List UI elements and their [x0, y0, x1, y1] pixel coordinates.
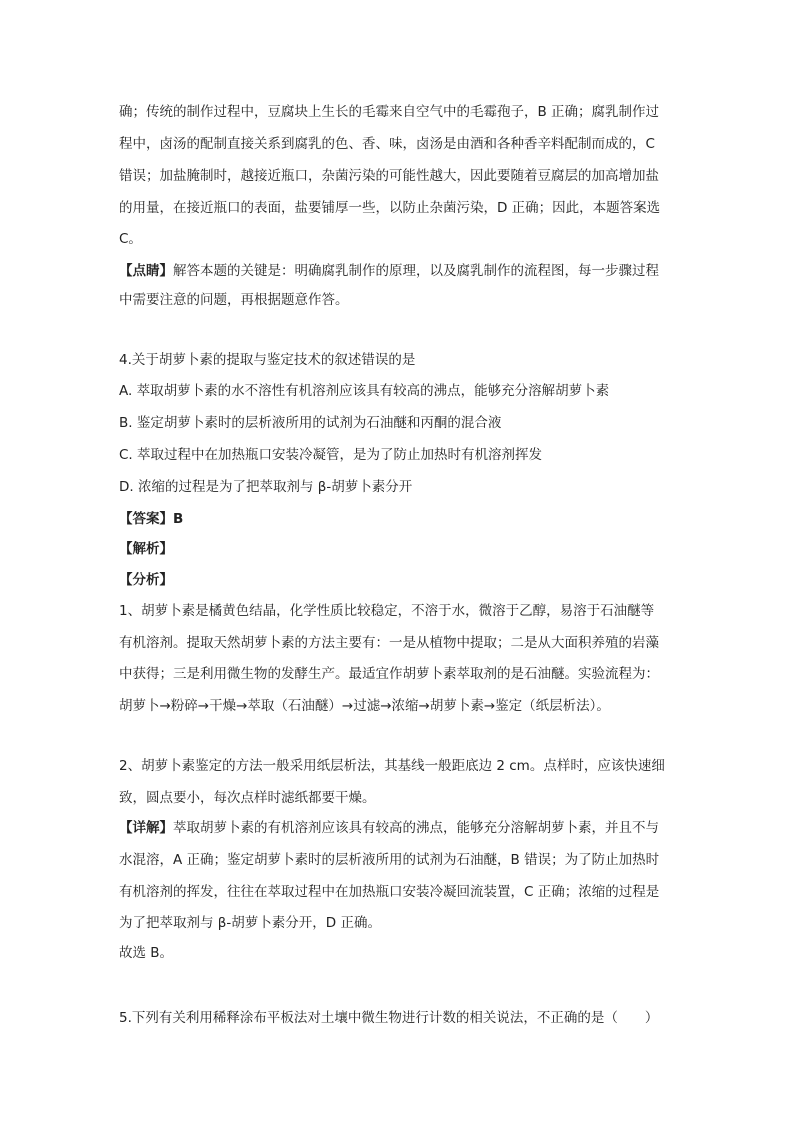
option-d: D. 浓缩的过程是为了把萃取剂与 β-胡萝卜素分开 — [119, 479, 413, 495]
fenxi-heading: 【分析】 — [119, 572, 173, 588]
option-b: B. 鉴定胡萝卜素时的层析液所用的试剂为石油醚和丙酮的混合液 — [119, 415, 502, 431]
para-line: 确；传统的制作过程中，豆腐块上生长的毛霉来自空气中的毛霉孢子，B 正确；腐乳制作过 — [119, 104, 660, 120]
question-5-stem: 5.下列有关利用稀释涂布平板法对土壤中微生物进行计数的相关说法，不正确的是（ ） — [119, 1010, 659, 1026]
analysis-line: 胡萝卜→粉碎→干燥→萃取（石油醚）→过滤→浓缩→胡萝卜素→鉴定（纸层析法）。 — [119, 698, 610, 714]
detail-text: 萃取胡萝卜素的有机溶剂应该具有较高的沸点，能够充分溶解胡萝卜素，并且不与 — [173, 820, 659, 836]
analysis-line: 1、胡萝卜素是橘黄色结晶，化学性质比较稳定，不溶于水，微溶于乙醇，易溶于石油醚等 — [119, 603, 655, 619]
analysis-line: 致，圆点要小，每次点样时滤纸都要干燥。 — [119, 790, 376, 806]
jiexi-heading: 【解析】 — [119, 541, 173, 557]
question-4-stem: 4.关于胡萝卜素的提取与鉴定技术的叙述错误的是 — [119, 352, 416, 368]
para-line: C。 — [119, 231, 142, 247]
detail-tag: 【详解】 — [119, 820, 173, 836]
detail-line: 水混溶，A 正确；鉴定胡萝卜素时的层析液所用的试剂为石油醚，B 错误；为了防止加热时 — [119, 852, 660, 868]
answer-line: 【答案】B — [119, 511, 184, 527]
analysis-line: 2、胡萝卜素鉴定的方法一般采用纸层析法，其基线一般距底边 2 cm。点样时，应该快速细 — [119, 758, 665, 774]
analysis-line: 中获得；三是利用微生物的发酵生产。最适宜作胡萝卜素萃取剂的是石油醚。实验流程为： — [119, 666, 659, 682]
analysis-line: 有机溶剂。提取天然胡萝卜素的方法主要有：一是从植物中提取；二是从大面积养殖的岩藻 — [119, 635, 659, 651]
dianjing-text: 解答本题的关键是：明确腐乳制作的原理，以及腐乳制作的流程图，每一步骤过程 — [173, 263, 659, 279]
para-line: 程中，卤汤的配制直接关系到腐乳的色、香、味，卤汤是由酒和各种香辛料配制而成的，C — [119, 136, 655, 152]
option-a: A. 萃取胡萝卜素的水不溶性有机溶剂应该具有较高的沸点，能够充分溶解胡萝卜素 — [119, 383, 610, 399]
option-c: C. 萃取过程中在加热瓶口安装冷凝管，是为了防止加热时有机溶剂挥发 — [119, 447, 543, 463]
para-line: 的用量，在接近瓶口的表面，盐要铺厚一些，以防止杂菌污染，D 正确；因此，本题答案选 — [119, 200, 661, 216]
detail-line — [119, 818, 679, 838]
detail-line: 有机溶剂的挥发，往往在萃取过程中在加热瓶口安装冷凝回流装置，C 正确；浓缩的过程是 — [119, 884, 660, 900]
detail-line: 为了把萃取剂与 β-胡萝卜素分开，D 正确。 — [119, 915, 381, 931]
dianjing-line: 中需要注意的问题，再根据题意作答。 — [119, 292, 349, 308]
dianjing-line — [119, 261, 679, 281]
para-line: 错误；加盐腌制时，越接近瓶口，杂菌污染的可能性越大，因此要随着豆腐层的加高增加盐 — [119, 168, 659, 184]
detail-line: 故选 B。 — [119, 945, 174, 961]
dianjing-tag: 【点睛】 — [119, 263, 173, 279]
